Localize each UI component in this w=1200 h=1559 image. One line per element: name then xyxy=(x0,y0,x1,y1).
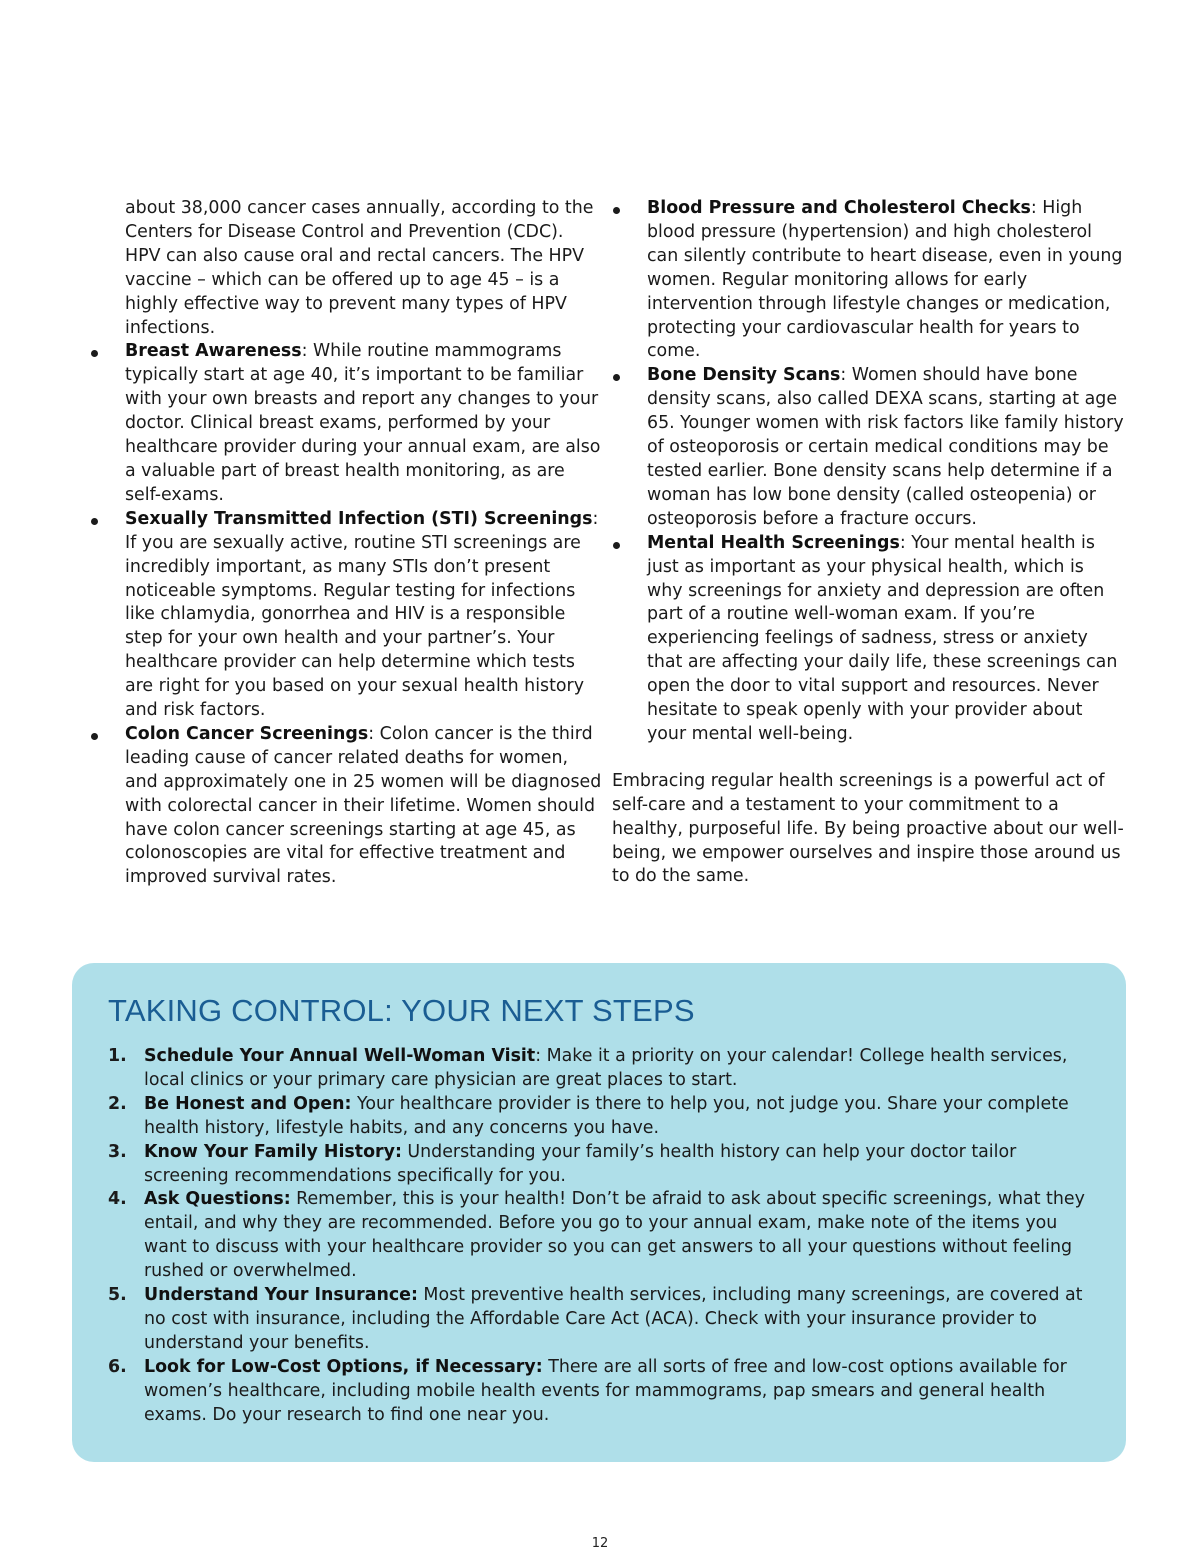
callout-title: TAKING CONTROL: YOUR NEXT STEPS xyxy=(108,993,695,1028)
step-item xyxy=(108,1093,1090,1141)
item-text: : Colon cancer is the third leading cause of cancer related deaths for women, and approximately one in 25 women will be diagnosed with colorectal cancer in their lifetime. Women should have colon cancer screenings starting at age 45, as colonoscopies are vital for effective treatment and improved survival rates. xyxy=(125,723,602,888)
step-text: Understanding your family’s health history can help your doctor tailor screening recommendations specifically for you. xyxy=(144,1141,1017,1186)
step-term: Be Honest and Open: xyxy=(144,1093,352,1114)
step-item xyxy=(108,1284,1090,1356)
right-column xyxy=(612,197,1124,889)
item-term: Breast Awareness xyxy=(125,341,302,362)
page-number: 12 xyxy=(591,1536,609,1551)
item-text: : Your mental health is just as important as your physical health, which is why screenings for anxiety and depression are often part of a routine well-woman exam. If you’re experiencing feelings of sadness, stress or anxiety that are affecting your daily life, these screenings can open the door to vital support and resources. Never hesitate to speak openly with your provider about your mental well-being. xyxy=(647,532,1118,744)
item-text: : While routine mammograms typically start at age 40, it’s important to be familiar with your own breasts and report any changes to your doctor. Clinical breast exams, performed by your healthcare provider during your annual exam, are also a valuable part of breast health monitoring, as are self-exams. xyxy=(125,341,601,505)
step-item xyxy=(108,1356,1090,1428)
list-item-blood-pressure-cholesterol xyxy=(612,197,1124,364)
right-screening-list xyxy=(612,197,1124,747)
step-number: 2. xyxy=(108,1093,127,1114)
step-text: Remember, this is your health! Don’t be afraid to ask about specific screenings, what they entail, and why they are recommended. Before you go to your annual exam, make note of the items you want to discuss with your healthcare provider so you can get answers to all your questions without feeling rushed or overwhelmed. xyxy=(144,1189,1085,1282)
step-text: Most preventive health services, including many screenings, are covered at no cost with insurance, including the Affordable Care Act (ACA). Check with your insurance provider to understand your benefits. xyxy=(144,1285,1083,1353)
step-number: 6. xyxy=(108,1356,127,1377)
next-steps-callout xyxy=(72,963,1126,1462)
list-item-breast-awareness xyxy=(90,340,602,507)
item-term: Sexually Transmitted Infection (STI) Screenings xyxy=(125,508,593,529)
step-term: Ask Questions: xyxy=(144,1189,291,1210)
item-term: Mental Health Screenings xyxy=(647,532,900,553)
item-term: Colon Cancer Screenings xyxy=(125,723,369,744)
left-column xyxy=(90,197,602,890)
step-term: Look for Low-Cost Options, if Necessary: xyxy=(144,1356,543,1377)
item-term: Bone Density Scans xyxy=(647,365,841,386)
step-term: Understand Your Insurance: xyxy=(144,1285,418,1306)
step-item xyxy=(108,1045,1090,1093)
step-term: Know Your Family History: xyxy=(144,1141,402,1162)
next-steps-list xyxy=(108,1045,1090,1428)
step-text: There are all sorts of free and low-cost options available for women’s healthcare, including mobile health events for mammograms, pap smears and general health exams. Do your research to find one near you. xyxy=(144,1356,1067,1425)
step-number: 5. xyxy=(108,1285,127,1306)
step-number: 3. xyxy=(108,1141,127,1162)
item-text: : Women should have bone density scans, also called DEXA scans, starting at age 65. Younger women with risk factors like family history of osteoporosis or certain medical conditions may be tested earlier. Bone density scans help determine if a woman has low bone density (called osteopenia) or osteoporosis before a fracture occurs. xyxy=(647,365,1124,529)
step-number: 1. xyxy=(108,1046,127,1066)
list-item-colon-cancer-screenings xyxy=(90,723,602,890)
step-text: Your healthcare provider is there to help you, not judge you. Share your complete health history, lifestyle habits, and any concerns you have. xyxy=(144,1093,1069,1138)
step-term: Schedule Your Annual Well-Woman Visit xyxy=(144,1046,536,1066)
item-text: : High blood pressure (hypertension) and high cholesterol can silently contribute to heart disease, even in young women. Regular monitoring allows for early intervention through lifestyle changes or medication, protecting your cardiovascular health for years to come. xyxy=(647,198,1123,362)
list-item-mental-health-screenings xyxy=(612,532,1124,747)
item-term: Blood Pressure and Cholesterol Checks xyxy=(647,198,1031,218)
closing-paragraph: Embracing regular health screenings is a powerful act of self-care and a testament to your commitment to a healthy, purposeful life. By being proactive about our well-being, we empower ourselves and inspire those around us to do the same. xyxy=(612,770,1124,887)
item-text: : If you are sexually active, routine STI screenings are incredibly important, as many STIs don’t present noticeable symptoms. Regular testing for infections like chlamydia, gonorrhea and HIV is a responsible step for your own health and your partner’s. Your healthcare provider can help determine which tests are right for you based on your sexual health history and risk factors. xyxy=(125,508,599,721)
step-number: 4. xyxy=(108,1189,127,1210)
list-item-bone-density-scans xyxy=(612,364,1124,531)
step-item xyxy=(108,1141,1090,1189)
list-item-sti-screenings xyxy=(90,508,602,723)
step-item xyxy=(108,1188,1090,1284)
hpv-continuation-paragraph: about 38,000 cancer cases annually, according to the Centers for Disease Control and Prevention (CDC). HPV can also cause oral and rectal cancers. The HPV vaccine – which can be offered up to age 45 – is a highly effective way to prevent many types of HPV infections. xyxy=(125,198,594,338)
step-text: : Make it a priority on your calendar! College health services, local clinics or your primary care physician are great places to start. xyxy=(144,1046,1068,1090)
left-screening-list xyxy=(90,340,602,890)
